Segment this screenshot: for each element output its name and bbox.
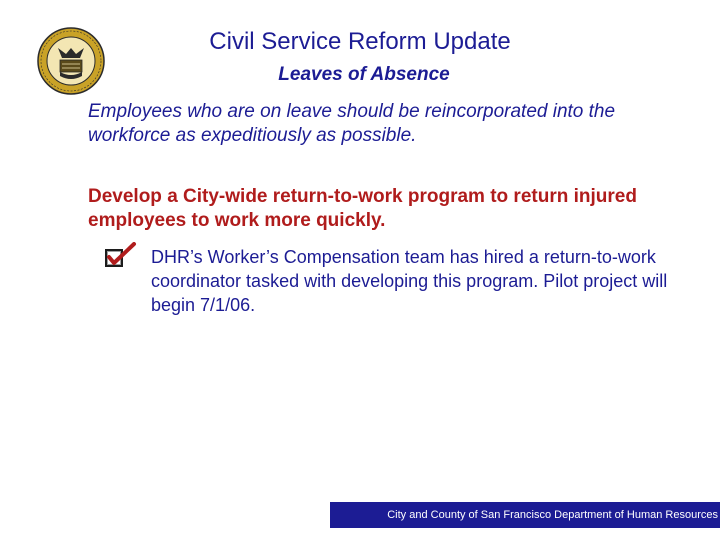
page-subtitle: Leaves of Absence: [278, 64, 450, 85]
status-bullet: DHR’s Worker’s Compensation team has hired a return-to-work coordinator tasked with developing this program. Pilot project will begin 7/1/06.: [151, 247, 668, 315]
goal-paragraph: Develop a City-wide return-to-work program to return injured employees to work more quickly.: [88, 186, 637, 231]
footer-text: City and County of San Francisco Department of Human Resources: [387, 509, 718, 521]
checkbox-checked-icon: [104, 242, 138, 270]
page-title: Civil Service Reform Update: [209, 28, 511, 55]
footer-bar: [330, 502, 720, 528]
intro-paragraph: Employees who are on leave should be reincorporated into the workforce as expeditiously as possible.: [88, 101, 616, 146]
